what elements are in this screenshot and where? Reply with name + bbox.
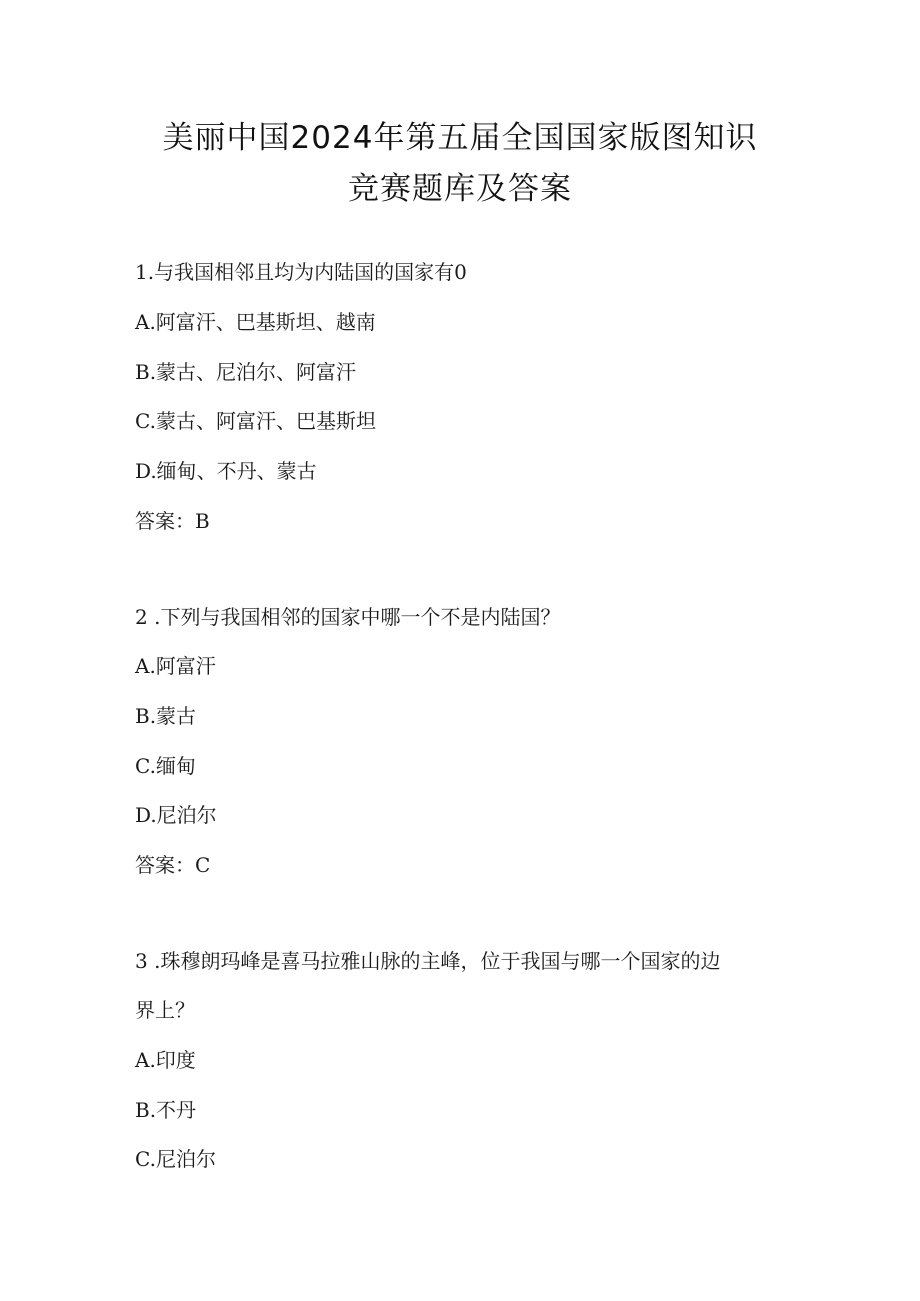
question-2-stem: 2 .下列与我国相邻的国家中哪一个不是内陆国？	[135, 605, 561, 629]
question-2-option-c: C.缅甸	[135, 754, 196, 778]
question-1-answer: 答案：B	[135, 509, 210, 533]
question-1-stem: 1.与我国相邻且均为内陆国的国家有0	[135, 260, 467, 284]
question-1-option-a: A.阿富汗、巴基斯坦、越南	[135, 310, 376, 334]
question-3-stem-line-1: 3 .珠穆朗玛峰是喜马拉雅山脉的主峰，位于我国与哪一个国家的边	[135, 949, 721, 973]
question-2-option-b: B.蒙古	[135, 704, 197, 728]
question-3-option-b: B.不丹	[135, 1098, 197, 1122]
question-2-option-d: D.尼泊尔	[135, 803, 217, 827]
question-3-stem-line-2: 界上？	[135, 998, 195, 1022]
question-3-option-a: A.印度	[135, 1048, 196, 1072]
question-3-option-c: C.尼泊尔	[135, 1147, 216, 1171]
question-1-option-d: D.缅甸、不丹、蒙古	[135, 459, 317, 483]
question-2-answer: 答案：C	[135, 853, 211, 877]
document-title-line-1: 美丽中国2024年第五届全国国家版图知识	[162, 120, 758, 156]
question-1-option-b: B.蒙古、尼泊尔、阿富汗	[135, 360, 357, 384]
document-title-line-2: 竞赛题库及答案	[348, 171, 572, 207]
question-2-option-a: A.阿富汗	[135, 654, 216, 678]
question-1-option-c: C.蒙古、阿富汗、巴基斯坦	[135, 409, 376, 433]
